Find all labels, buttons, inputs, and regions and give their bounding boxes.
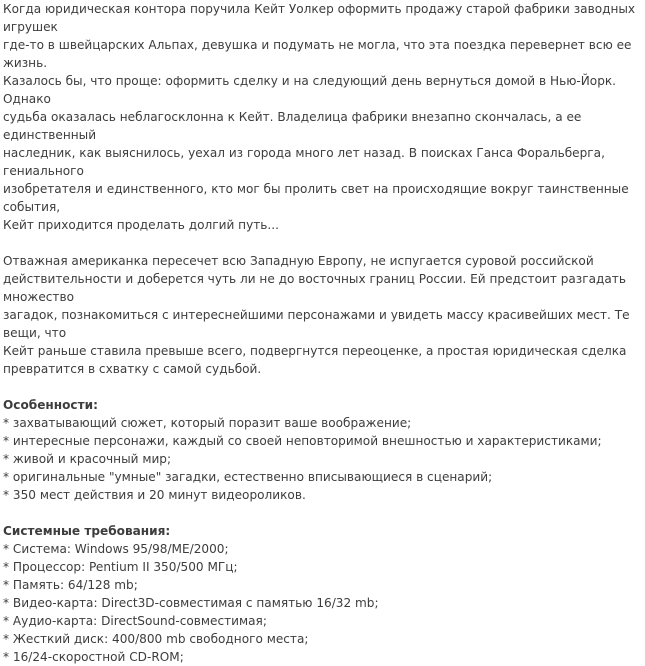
requirement-item: * Видео-карта: Direct3D-совместимая с памятью 16/32 mb;	[3, 596, 379, 610]
features-heading: Особенности:	[3, 398, 98, 412]
requirements-heading: Системные требования:	[3, 524, 171, 538]
story-paragraph: Отважная американка пересечет всю Западную Европу, не испугается суровой российской действительности и доберется чуть ли не до восточных границ России. Ей предстоит разгадать множество загадок, познакомиться с интереснейшими персонажами и увидеть массу красивейших мест. Те вещи, что Кейт раньше ставила превыше всего, подвергнутся переоценке, а простая юридическая сделка превратится в схватку с самой судьбой.	[3, 254, 630, 376]
feature-item: * интересные персонажи, каждый со своей неповторимой внешностью и характеристиками;	[3, 434, 602, 448]
feature-item: * захватывающий сюжет, который поразит ваше воображение;	[3, 416, 412, 430]
section-spacer	[3, 378, 641, 396]
requirement-item: * Процессор: Pentium II 350/500 МГц;	[3, 560, 238, 574]
feature-item: * живой и красочный мир;	[3, 452, 172, 466]
requirement-item: * Жесткий диск: 400/800 mb свободного места;	[3, 632, 309, 646]
requirement-item: * Аудио-карта: DirectSound-совместимая;	[3, 614, 267, 628]
feature-item: * 350 мест действия и 20 минут видеороликов.	[3, 488, 306, 502]
requirement-item: * Система: Windows 95/98/ME/2000;	[3, 542, 229, 556]
features-section	[3, 396, 641, 504]
paragraph-spacer	[3, 234, 641, 252]
requirements-list	[3, 540, 641, 666]
requirements-section	[3, 522, 641, 666]
feature-item: * оригинальные "умные" загадки, естественно вписывающиеся в сценарий;	[3, 470, 493, 484]
section-spacer	[3, 504, 641, 522]
intro-paragraph: Когда юридическая контора поручила Кейт Уолкер оформить продажу старой фабрики заводных игрушек где-то в швейцарских Альпах, девушка и подумать не могла, что эта поездка перевернет всю ее жизнь. Казалось бы, что проще: оформить сделку и на следующий день вернуться домой в Нью-Йорк. Однако судьба оказалась неблагосклонна к Кейт. Владелица фабрики внезапно скончалась, а ее единственный наследник, как выяснилось, уехал из города много лет назад. В поисках Ганса Форальберга, гениального изобретателя и единственного, кто мог бы пролить свет на происходящие вокруг таинственные события, Кейт приходится проделать долгий путь...	[3, 2, 636, 232]
requirement-item: * 16/24-скоростной CD-ROM;	[3, 650, 184, 664]
requirement-item: * Память: 64/128 mb;	[3, 578, 138, 592]
